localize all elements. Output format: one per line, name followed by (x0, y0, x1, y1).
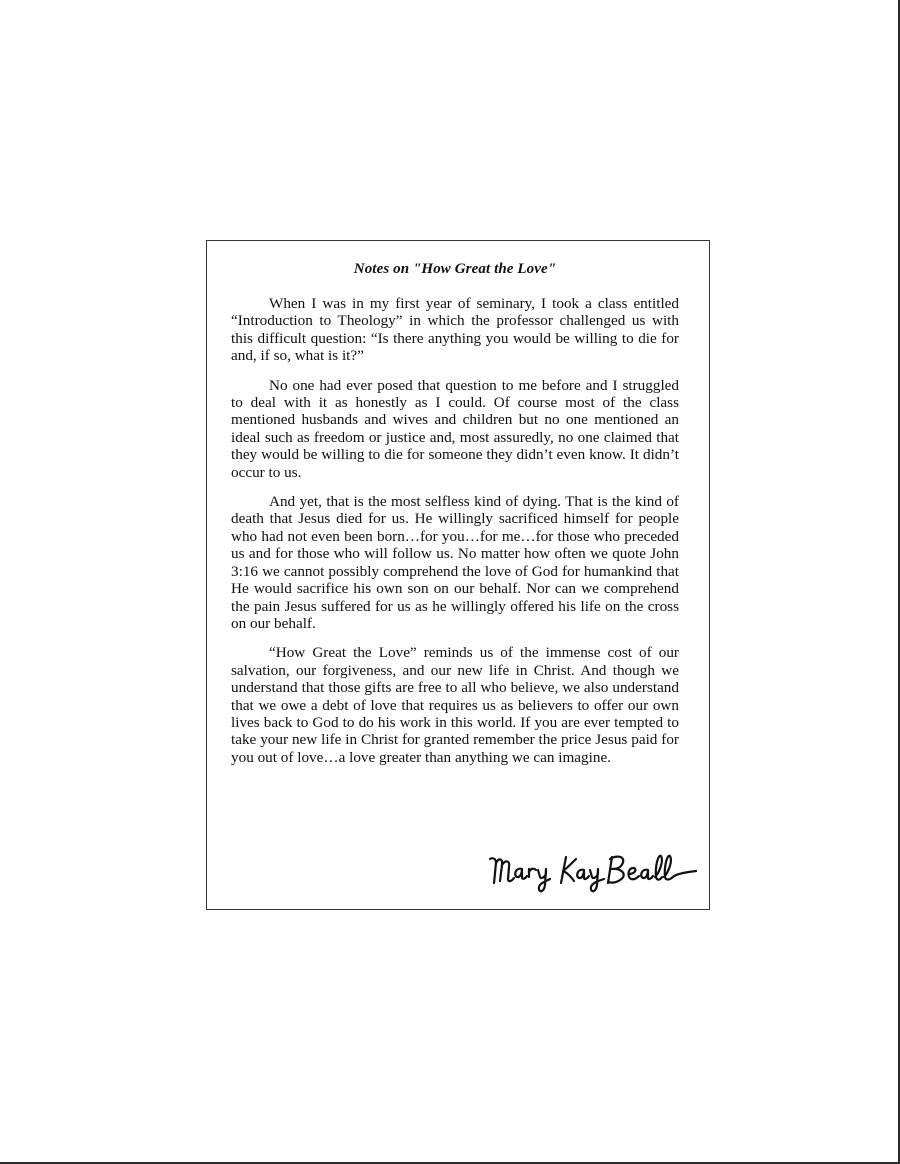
paragraph-1: When I was in my first year of seminary, I took a class entitled “Introduction to Theology” in which the professor challenged us with this difficult question: “Is there anything you would be willing to die for and, if so, what is it?” (231, 295, 679, 365)
signature-drawing (484, 847, 699, 897)
paragraph-2: No one had ever posed that question to me before and I struggled to deal with it as honestly as I could. Of course most of the class mentioned husbands and wives and children but no one mentioned an ideal such as freedom or justice and, most assuredly, no one claimed that they would be willing to die for someone they didn’t even know. It didn’t occur to us. (231, 376, 679, 481)
handwritten-signature (484, 847, 699, 897)
paragraph-4: “How Great the Love” reminds us of the immense cost of our salvation, our forgiveness, and our new life in Christ. And though we understand that those gifts are free to all who believe, we also understand that we owe a debt of love that requires us as believers to offer our own lives back to God to do his work in this world. If you are ever tempted to take your new life in Christ for granted remember the price Jesus paid for you out of love…a love greater than anything we can imagine. (231, 644, 679, 766)
notes-box (206, 240, 710, 910)
paragraph-3: And yet, that is the most selfless kind of dying. That is the kind of death that Jesus died for us. He willingly sacrificed himself for people who had not even been born…for you…for me…for those who preceded us and for those who will follow us. No matter how often we quote John 3:16 we cannot possibly comprehend the love of God for humankind that He would sacrifice his own son on our behalf. Nor can we comprehend the pain Jesus suffered for us as he willingly offered his life on the cross on our behalf. (231, 493, 679, 632)
notes-title: Notes on "How Great the Love" (353, 261, 557, 277)
